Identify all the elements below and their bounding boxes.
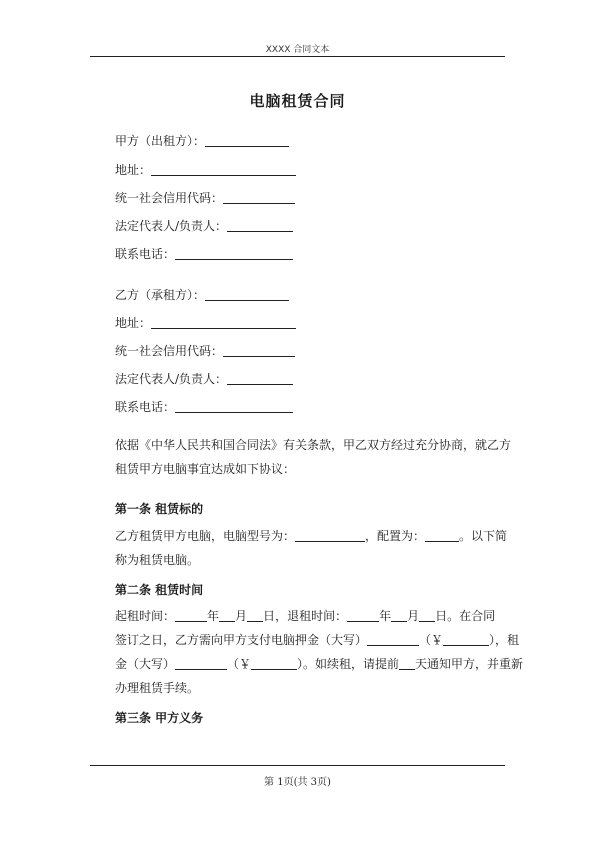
rent-close: ）。如续租，请提前: [297, 657, 400, 671]
page-header: XXXX 合同文本: [265, 45, 330, 55]
party-a-rep-blank: [227, 219, 293, 232]
party-a-blank: [205, 134, 289, 147]
party-a-phone-blank: [175, 247, 293, 260]
document-title: 电脑租赁合同: [249, 92, 346, 110]
deposit-words-blank: [367, 633, 419, 646]
party-b-rep-label: 法定代表人/负责人：: [115, 372, 228, 386]
notice-text: 天通知甲方，并重新: [415, 657, 524, 671]
party-a-address-label: 地址：: [115, 163, 152, 177]
party-a-credit-line: [115, 190, 295, 206]
article-1-text-a: 乙方租赁甲方电脑，电脑型号为：: [115, 529, 296, 543]
rent-amount-blank: [251, 657, 297, 670]
party-a-rep-line: [115, 218, 293, 234]
article-1-text-c: 。以下简: [459, 529, 508, 543]
end-day-blank: [419, 609, 435, 622]
article-1-line-1: [115, 524, 508, 548]
article-1-paragraph: [115, 524, 508, 572]
rent-label: 金（大写）: [115, 657, 176, 671]
party-b-credit-line: [115, 343, 295, 359]
party-b-phone-line: [115, 399, 293, 415]
party-a-phone-label: 联系电话：: [115, 247, 176, 261]
party-a-phone-line: [115, 246, 293, 262]
article-1-text-b: ，配置为：: [365, 529, 426, 543]
article-2-heading: 第二条 租赁时间: [115, 583, 204, 597]
footer-rule: [90, 765, 505, 766]
end-label: ，退租时间：: [275, 609, 348, 623]
config-blank: [425, 529, 459, 542]
party-b-phone-blank: [175, 400, 293, 413]
party-b-rep-blank: [227, 372, 293, 385]
article-1-line-2: 称为租赁电脑。: [115, 553, 200, 567]
deposit-label: 签订之日，乙方需向甲方支付电脑押金（大写）: [115, 633, 368, 647]
party-a-label: 甲方（出租方）：: [115, 134, 206, 148]
start-month-blank: [219, 609, 235, 622]
start-day-unit: 日: [263, 609, 276, 623]
deposit-amount-blank: [443, 633, 489, 646]
model-blank: [295, 529, 365, 542]
rent-words-blank: [175, 657, 227, 670]
start-day-blank: [247, 609, 263, 622]
intro-paragraph: [115, 433, 512, 481]
intro-line-2: 租赁甲方电脑事宜达成如下协议：: [115, 462, 296, 476]
intro-line-1: 依据《中华人民共和国合同法》有关条款，甲乙双方经过充分协商，就乙方: [115, 438, 512, 452]
end-month-blank: [391, 609, 407, 622]
start-year-blank: [175, 609, 207, 622]
party-b-address-line: [115, 315, 296, 331]
party-a-credit-label: 统一社会信用代码：: [115, 191, 224, 205]
party-b-line: [115, 287, 289, 303]
article-2-line-1: [115, 604, 505, 628]
party-b-rep-line: [115, 371, 293, 387]
party-b-address-blank: [151, 316, 296, 329]
start-label: 起租时间：: [115, 609, 176, 623]
end-year-blank: [347, 609, 379, 622]
page-number: 第 1页(共 3页): [264, 777, 331, 788]
party-a-address-blank: [151, 163, 296, 176]
end-day-unit: 日: [435, 609, 448, 623]
party-b-phone-label: 联系电话：: [115, 400, 176, 414]
article-2-text-c: 。在合同: [447, 609, 496, 623]
header-rule: [90, 56, 505, 57]
article-2-line-2: [115, 628, 520, 652]
end-month-unit: 月: [407, 609, 420, 623]
rent-yen-open: （￥: [227, 657, 252, 671]
start-year-unit: 年: [207, 609, 220, 623]
party-b-address-label: 地址：: [115, 316, 152, 330]
notice-days-blank: [399, 657, 415, 670]
article-3-heading: 第三条 甲方义务: [115, 711, 204, 725]
party-a-credit-blank: [223, 191, 295, 204]
article-2-paragraph: [115, 604, 524, 700]
article-2-line-4: 办理租赁手续。: [115, 681, 200, 695]
party-b-label: 乙方（承租方）：: [115, 288, 206, 302]
end-year-unit: 年: [379, 609, 392, 623]
deposit-yen-open: （￥: [419, 633, 444, 647]
party-b-blank: [205, 288, 289, 301]
start-month-unit: 月: [235, 609, 248, 623]
deposit-close: ），租: [489, 633, 520, 647]
party-b-credit-label: 统一社会信用代码：: [115, 344, 224, 358]
party-a-address-line: [115, 162, 296, 178]
party-b-credit-blank: [223, 344, 295, 357]
article-1-heading: 第一条 租赁标的: [115, 502, 204, 516]
party-a-rep-label: 法定代表人/负责人：: [115, 219, 228, 233]
article-2-line-3: [115, 652, 524, 676]
party-a-line: [115, 133, 289, 149]
